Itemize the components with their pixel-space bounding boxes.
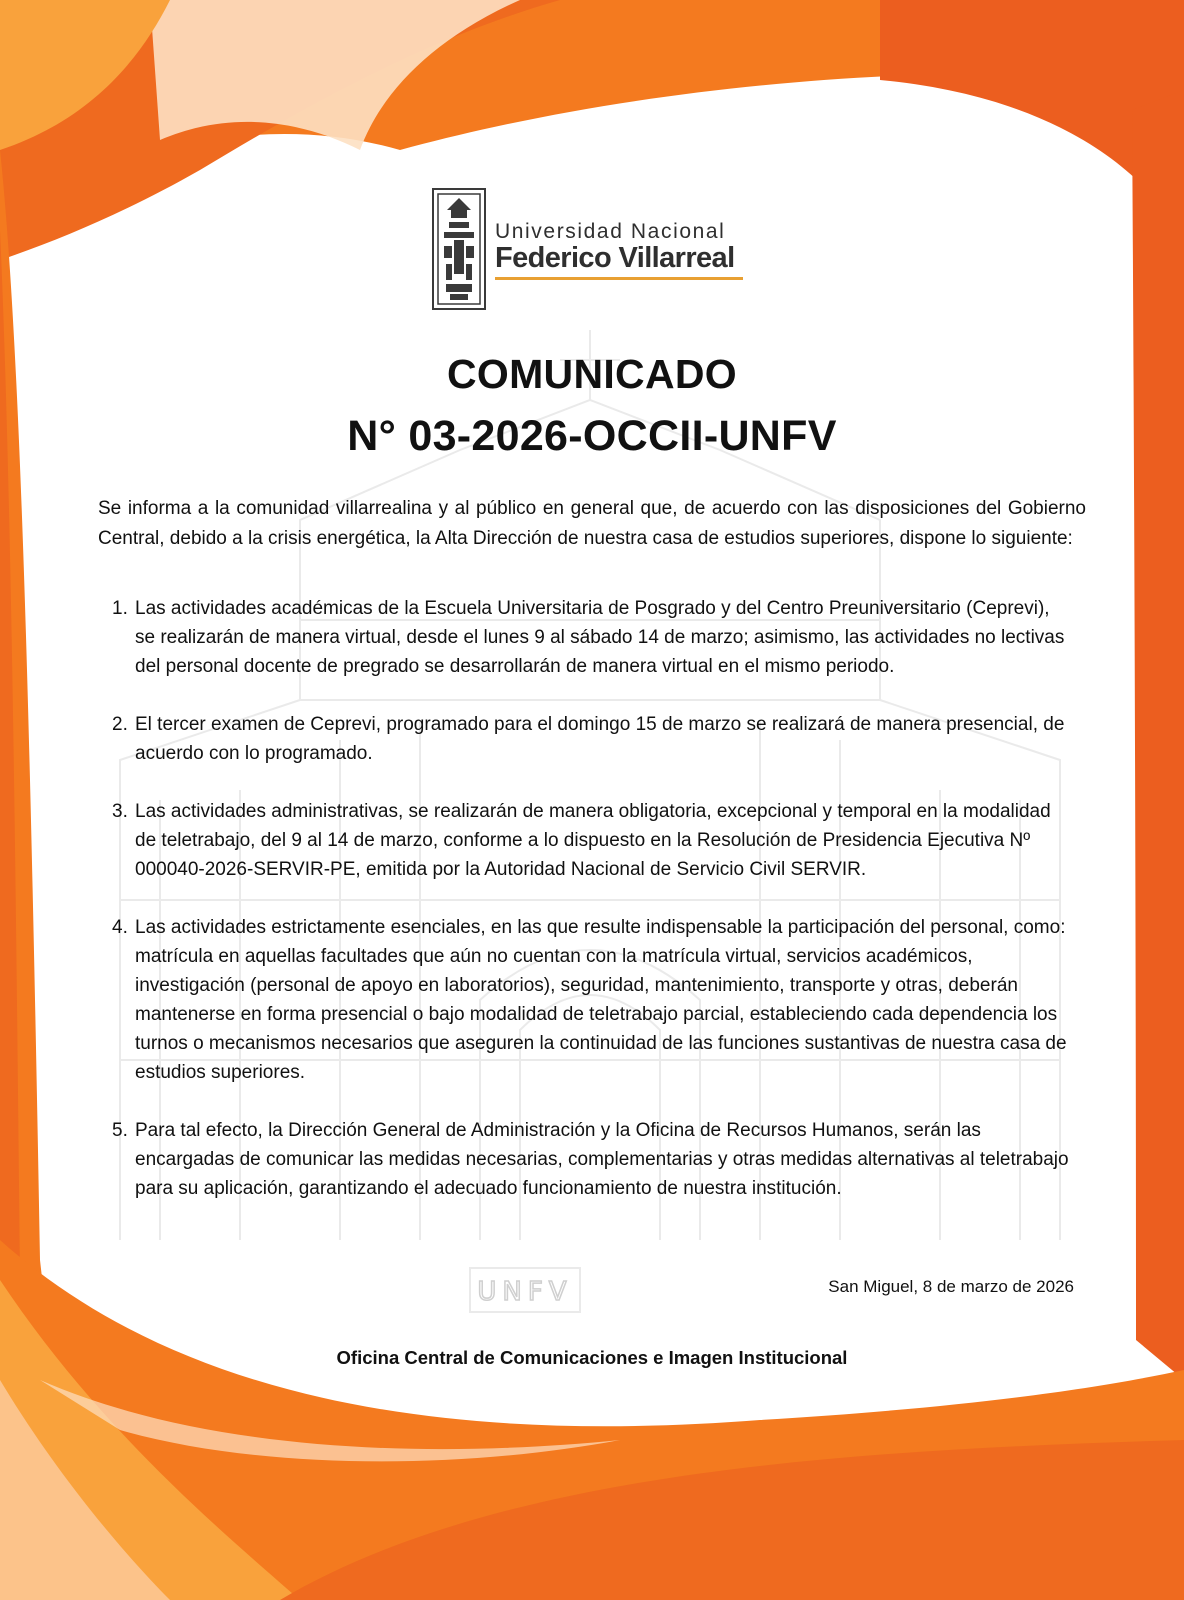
document-title: COMUNICADO	[447, 351, 737, 397]
list-item-text: Las actividades académicas de la Escuela Universitaria de Posgrado y del Centro Preuniversitario (Ceprevi), se realizarán de manera virtual, desde el lunes 9 al sábado 14 de marzo; asimismo, las actividades no lectivas del personal docente de pregrado se desarrollarán de manera virtual en el mismo periodo.	[135, 598, 1065, 677]
list-item	[112, 1116, 1072, 1203]
logo-underline	[495, 277, 743, 280]
list-item-text: Las actividades estrictamente esenciales, en las que resulte indispensable la participación del personal, como: matrícula en aquellas facultades que aún no cuentan con la matrícula virtual, servicios académicos, investigación (personal de apoyo en laboratorios), seguridad, mantenimiento, transporte y otras, deberán mantenerse en forma presencial o bajo modalidad de teletrabajo parcial, estableciendo cada dependencia los turnos o mecanismos necesarios que aseguren la continuidad de las funciones sustantivas de nuestra casa de estudios superiores.	[135, 917, 1067, 1083]
list-item	[112, 710, 1072, 768]
logo-line-2: Federico Villarreal	[495, 242, 735, 274]
numbered-list	[112, 594, 1072, 1232]
list-item	[112, 797, 1072, 884]
intro-paragraph: Se informa a la comunidad villarrealina y al público en general que, de acuerdo con las disposiciones del Gobierno Central, debido a la crisis energética, la Alta Dirección de nuestra casa de estudios superiores, dispone lo siguiente:	[98, 498, 1086, 549]
dateline: San Miguel, 8 de marzo de 2026	[828, 1277, 1074, 1296]
university-logo	[432, 188, 752, 310]
document-number: N° 03-2026-OCCII-UNFV	[347, 412, 837, 460]
list-item-number: 2.	[112, 714, 128, 735]
list-item	[112, 913, 1072, 1087]
list-item-text: El tercer examen de Ceprevi, programado para el domingo 15 de marzo se realizará de manera presencial, de acuerdo con lo programado.	[135, 714, 1065, 764]
list-item-text: Las actividades administrativas, se realizarán de manera obligatoria, excepcional y temporal en la modalidad de teletrabajo, del 9 al 14 de marzo, conforme a lo dispuesto en la Resolución de Presidencia Ejecutiva Nº 000040-2026-SERVIR-PE, emitida por la Autoridad Nacional de Servicio Civil SERVIR.	[135, 801, 1051, 880]
list-item	[112, 594, 1072, 681]
list-item-number: 4.	[112, 917, 128, 938]
university-emblem-icon	[432, 188, 486, 310]
issuing-office-signature: Oficina Central de Comunicaciones e Imagen Institucional	[336, 1347, 848, 1368]
building-inscription-watermark	[470, 1268, 580, 1312]
list-item-number: 3.	[112, 801, 128, 822]
logo-line-1: Universidad Nacional	[495, 220, 726, 243]
list-item-number: 5.	[112, 1120, 128, 1141]
list-item-number: 1.	[112, 598, 128, 619]
watermark-text: UNFV	[477, 1277, 573, 1307]
list-item-text: Para tal efecto, la Dirección General de Administración y la Oficina de Recursos Humanos, serán las encargadas de comunicar las medidas necesarias, complementarias y otras medidas alternativas al teletrabajo para su aplicación, garantizando el adecuado funcionamiento de nuestra institución.	[135, 1120, 1069, 1199]
